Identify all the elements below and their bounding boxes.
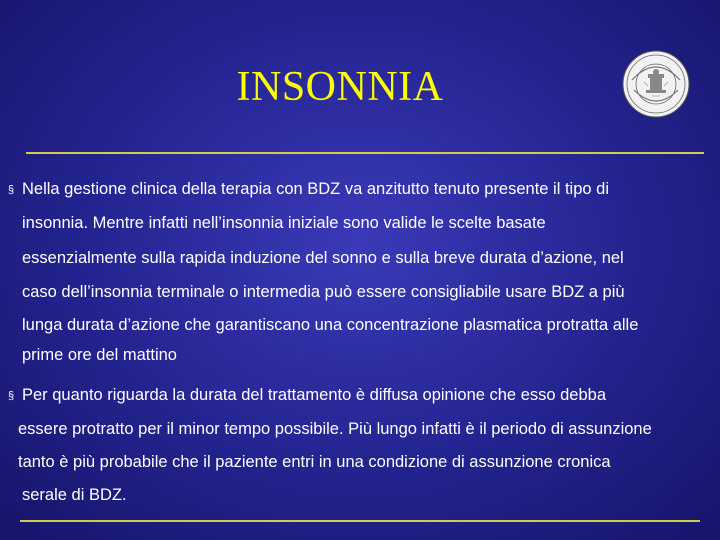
slide-title: INSONNIA bbox=[236, 64, 444, 110]
bullet-1-line-5: lunga durata d’azione che garantiscano una concentrazione plasmatica protratta alle bbox=[22, 316, 639, 334]
title-divider bbox=[26, 152, 704, 154]
bullet-1-line-4: caso dell’insonnia terminale o intermedia può essere consigliabile usare BDZ a più bbox=[22, 283, 625, 301]
bullet-marker: § bbox=[8, 184, 15, 196]
bullet-2-line-4: serale di BDZ. bbox=[22, 486, 127, 504]
bullet-1-line-3: essenzialmente sulla rapida induzione del sonno e sulla breve durata d’azione, nel bbox=[22, 249, 624, 267]
bullet-2-line-3: tanto è più probabile che il paziente entri in una condizione di assunzione cronica bbox=[18, 453, 611, 471]
footer-divider bbox=[20, 520, 700, 522]
bullet-1-line-2: insonnia. Mentre infatti nell’insonnia iniziale sono valide le scelte basate bbox=[22, 214, 546, 232]
bullet-2-line-1: Per quanto riguarda la durata del trattamento è diffusa opinione che esso debba bbox=[22, 386, 607, 404]
bullet-1-line-1: Nella gestione clinica della terapia con BDZ va anzitutto tenuto presente il tipo di bbox=[22, 180, 610, 198]
bullet-marker: § bbox=[8, 390, 15, 402]
bullet-1-line-6: prime ore del mattino bbox=[22, 346, 177, 364]
bullet-2-line-2: essere protratto per il minor tempo possibile. Più lungo infatti è il periodo di assunzione bbox=[18, 420, 652, 438]
university-seal-icon bbox=[622, 50, 690, 118]
